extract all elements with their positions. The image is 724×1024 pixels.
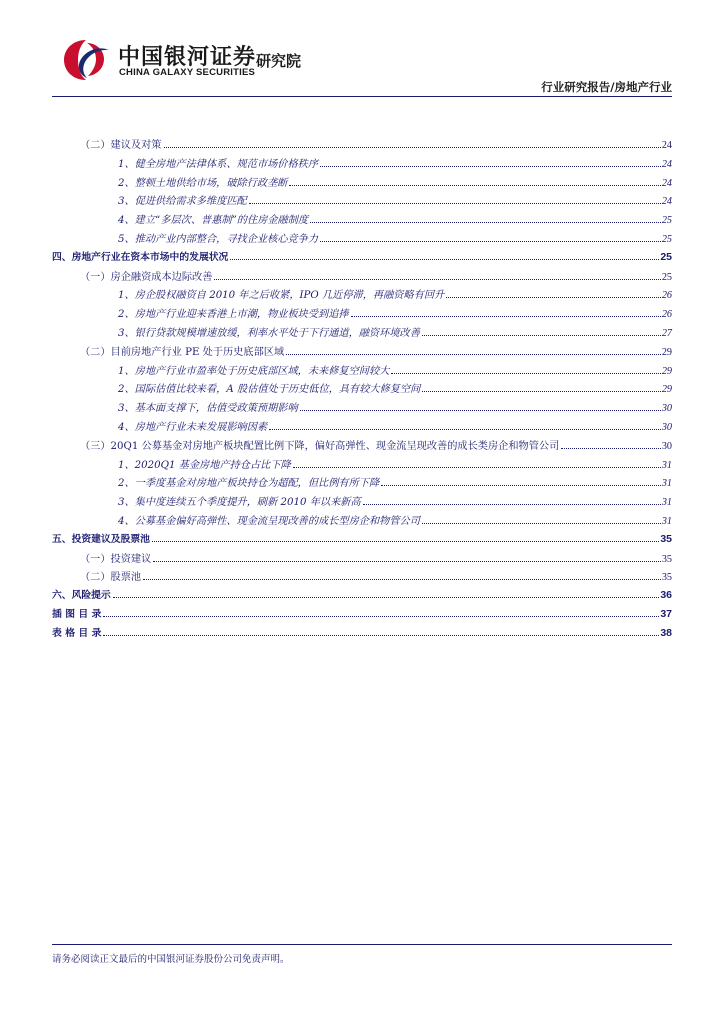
toc-entry[interactable] <box>52 343 672 362</box>
toc-dot-leader <box>391 373 660 374</box>
toc-entry-title: 2、整顿土地供给市场，破除行政垄断 <box>118 177 288 189</box>
toc-entry-page: 31 <box>661 478 672 490</box>
toc-entry-page: 26 <box>661 309 672 321</box>
toc-entry-title: （一）房企融资成本边际改善 <box>80 271 213 283</box>
toc-entry-title: （一）投资建议 <box>80 553 152 565</box>
toc-entry[interactable] <box>52 174 672 193</box>
toc-entry[interactable] <box>52 192 672 211</box>
institute-label: 研究院 <box>256 52 302 70</box>
toc-entry-title: 2、国际估值比较来看，A 股估值处于历史低位，具有较大修复空间 <box>118 384 421 396</box>
toc-entry-page: 30 <box>661 403 672 415</box>
toc-dot-leader <box>293 467 661 468</box>
toc-entry-page: 35 <box>660 532 672 545</box>
toc-dot-leader <box>269 429 661 430</box>
toc-entry[interactable] <box>52 286 672 305</box>
toc-entry-page: 25 <box>661 215 672 227</box>
toc-entry-page: 24 <box>661 158 672 170</box>
toc-entry[interactable] <box>52 568 672 587</box>
toc-entry[interactable] <box>52 437 672 456</box>
toc-entry-title: 2、房地产行业迎来香港上市潮，物业板块受到追捧 <box>118 309 349 321</box>
toc-entry[interactable] <box>52 230 672 249</box>
toc-entry[interactable] <box>52 249 672 268</box>
toc-entry-title: 表 格 目 录 <box>52 627 102 639</box>
toc-entry[interactable] <box>52 512 672 531</box>
toc-dot-leader <box>152 541 659 542</box>
toc-entry[interactable] <box>52 493 672 512</box>
toc-entry[interactable] <box>52 606 672 625</box>
toc-entry[interactable] <box>52 324 672 343</box>
toc-entry-page: 30 <box>661 440 672 452</box>
toc-entry-page: 24 <box>661 140 672 151</box>
toc-dot-leader <box>230 259 659 260</box>
report-category: 行业研究报告/房地产行业 <box>541 80 672 94</box>
toc-dot-leader <box>103 616 659 617</box>
toc-entry[interactable] <box>52 587 672 606</box>
toc-dot-leader <box>113 597 660 598</box>
toc-entry-page: 25 <box>660 250 672 263</box>
toc-dot-leader <box>422 391 660 392</box>
toc-dot-leader <box>310 222 661 223</box>
china-galaxy-logo-icon <box>60 37 112 83</box>
toc-entry[interactable] <box>52 155 672 174</box>
toc-entry-page: 35 <box>661 553 672 565</box>
toc-entry[interactable] <box>52 625 672 644</box>
toc-dot-leader <box>320 241 661 242</box>
toc-entry-title: 4、建立“多层次、普惠制”的住房金融制度 <box>118 215 309 227</box>
toc-entry-title: 插 图 目 录 <box>52 608 102 620</box>
toc-entry-title: 四、房地产行业在资本市场中的发展状况 <box>52 251 229 263</box>
toc-dot-leader <box>164 147 661 148</box>
toc-dot-leader <box>153 561 661 562</box>
toc-dot-leader <box>381 485 661 486</box>
header-divider <box>52 96 672 97</box>
toc-entry-title: 六、风险提示 <box>52 590 111 602</box>
toc-entry-page: 25 <box>661 271 672 283</box>
toc-entry-title: 4、房地产行业未来发展影响因素 <box>118 421 268 433</box>
toc-entry-page: 25 <box>661 233 672 245</box>
toc-entry-page: 38 <box>660 626 672 639</box>
toc-entry-title: 3、集中度连续五个季度提升，刷新 2010 年以来新高 <box>118 497 361 509</box>
toc-dot-leader <box>561 448 661 449</box>
toc-entry-title: 1、2020Q1 基金房地产持仓占比下降 <box>118 459 291 471</box>
toc-dot-leader <box>286 354 661 355</box>
toc-dot-leader <box>422 523 661 524</box>
toc-entry[interactable] <box>52 550 672 569</box>
toc-entry-title: 五、投资建议及股票池 <box>52 533 150 545</box>
toc-entry-title: 3、基本面支撑下，估值受政策预期影响 <box>118 403 298 415</box>
toc-entry-title: （三）20Q1 公募基金对房地产板块配置比例下降，偏好高弹性、现金流呈现改善的成长类房企和物管公司 <box>80 440 560 452</box>
toc-entry-page: 24 <box>661 196 672 208</box>
footer-disclaimer: 请务必阅读正文最后的中国银河证券股份公司免责声明。 <box>52 954 290 965</box>
toc-entry-page: 31 <box>661 459 672 471</box>
toc-dot-leader <box>143 579 661 580</box>
toc-entry-title: 3、银行贷款规模增速放缓，利率水平处于下行通道，融资环境改善 <box>118 327 420 339</box>
toc-entry[interactable] <box>52 474 672 493</box>
toc-entry-title: 1、健全房地产法律体系、规范市场价格秩序 <box>118 158 319 170</box>
toc-entry[interactable] <box>52 380 672 399</box>
brand-name-cn: 中国银河证券 <box>118 45 257 70</box>
toc-entry-page: 30 <box>661 421 672 433</box>
toc-entry-page: 29 <box>661 365 672 377</box>
toc-entry-title: 3、促进供给需求多维度匹配 <box>118 196 247 208</box>
toc-entry-page: 24 <box>661 177 672 189</box>
toc-dot-leader <box>289 185 660 186</box>
toc-entry[interactable] <box>52 399 672 418</box>
toc-entry-title: 1、房企股权融资自 2010 年之后收紧，IPO 几近停滞，再融资略有回升 <box>118 290 445 302</box>
toc-entry-title: （二）建议及对策 <box>80 140 162 151</box>
brand-name-en: CHINA GALAXY SECURITIES <box>119 67 256 78</box>
toc-dot-leader <box>446 297 661 298</box>
toc-entry[interactable] <box>52 305 672 324</box>
toc-entry-title: 2、一季度基金对房地产板块持仓为超配，但比例有所下降 <box>118 478 380 490</box>
toc-entry[interactable] <box>52 268 672 287</box>
toc-entry-page: 35 <box>661 572 672 584</box>
toc-dot-leader <box>103 635 659 636</box>
toc-entry-page: 29 <box>661 346 672 358</box>
toc-entry-page: 29 <box>661 384 672 396</box>
toc-dot-leader <box>422 335 661 336</box>
toc-dot-leader <box>351 316 661 317</box>
toc-dot-leader <box>363 504 661 505</box>
toc-entry-title: （二）股票池 <box>80 572 142 584</box>
toc-entry[interactable] <box>52 456 672 475</box>
toc-dot-leader <box>214 279 660 280</box>
toc-entry[interactable] <box>52 362 672 381</box>
toc-entry-page: 36 <box>660 589 672 602</box>
table-of-contents <box>52 136 672 644</box>
toc-entry-page: 31 <box>661 497 672 509</box>
toc-entry[interactable] <box>52 211 672 230</box>
toc-entry-title: 1、房地产行业市盈率处于历史底部区域，未来修复空间较大 <box>118 365 390 377</box>
toc-entry-page: 31 <box>661 515 672 527</box>
footer-divider <box>52 944 672 945</box>
page-header <box>0 0 724 100</box>
toc-entry[interactable] <box>52 418 672 437</box>
toc-entry-title: 5、推动产业内部整合，寻找企业核心竞争力 <box>118 233 319 245</box>
toc-entry-page: 27 <box>661 327 672 339</box>
toc-dot-leader <box>249 203 661 204</box>
toc-entry-title: 4、公募基金偏好高弹性、现金流呈现改善的成长型房企和物管公司 <box>118 515 420 527</box>
toc-entry[interactable] <box>52 136 672 155</box>
toc-dot-leader <box>300 410 661 411</box>
toc-entry-page: 26 <box>661 290 672 302</box>
toc-entry[interactable] <box>52 531 672 550</box>
toc-entry-title: （二）目前房地产行业 PE 处于历史底部区域 <box>80 346 285 358</box>
toc-entry-page: 37 <box>660 607 672 620</box>
toc-dot-leader <box>320 166 661 167</box>
